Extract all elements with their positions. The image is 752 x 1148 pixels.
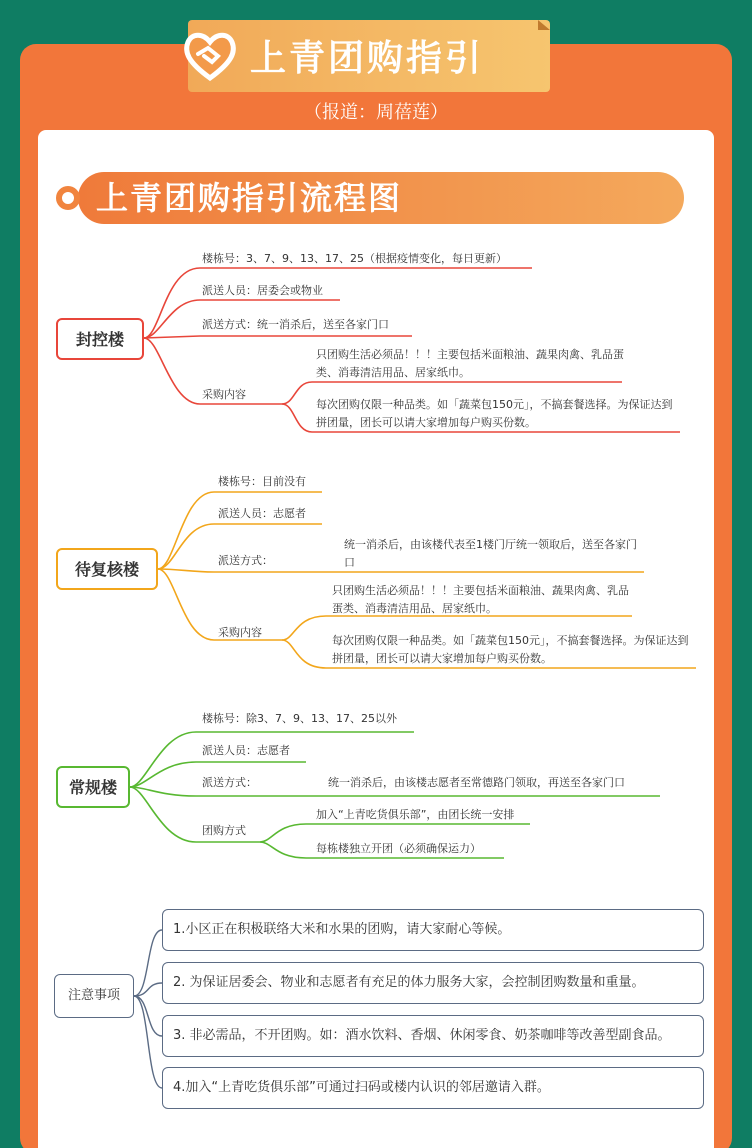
section-title: 上青团购指引流程图 (96, 179, 403, 217)
branch1-purchase-content: 采购内容 (202, 388, 246, 401)
notes-lines (134, 930, 162, 1088)
branch2-purchase-content: 采购内容 (218, 626, 262, 639)
branch2-delivery-sub: 统一消杀后，由该楼代表至1楼门厅统一领取后，送至各家门口 (344, 538, 637, 569)
branch2-building-numbers: 楼栋号：目前没有 (218, 475, 306, 488)
branch3-group-sub-1: 加入“上青吃货俱乐部”，由团长统一安排 (316, 808, 515, 821)
note-item-1: 1.小区正在积极联络大米和水果的团购，请大家耐心等候。 (162, 909, 704, 951)
note-item-2: 2. 为保证居委会、物业和志愿者有充足的体力服务大家，会控制团购数量和重量。 (162, 962, 704, 1004)
branch3-delivery-method: 派送方式： (202, 776, 257, 789)
branch3-delivery-staff: 派送人员：志愿者 (202, 744, 290, 757)
branch3-delivery-sub: 统一消杀后，由该楼志愿者至常德路门领取，再送至各家门口 (328, 776, 625, 789)
branch1-delivery-method: 派送方式：统一消杀后，送至各家门口 (202, 318, 389, 331)
branch1-delivery-staff: 派送人员：居委会或物业 (202, 284, 323, 297)
branch2-delivery-staff: 派送人员：志愿者 (218, 507, 306, 520)
branch2-delivery-method: 派送方式： (218, 554, 273, 567)
branch1-building-numbers: 楼栋号：3、7、9、13、17、25（根据疫情变化，每日更新） (202, 252, 507, 265)
branch1-purchase-sub-1: 只团购生活必须品！！！主要包括米面粮油、蔬果肉禽、乳品蛋类、消毒清洁用品、居家纸巾。 (316, 348, 624, 379)
note-item-3: 3. 非必需品，不开团购。如：酒水饮料、香烟、休闲零食、奶茶咖啡等改善型副食品。 (162, 1015, 704, 1057)
branch2-purchase-sub-1: 只团购生活必须品！！！主要包括米面粮油、蔬果肉禽、乳品蛋类、消毒清洁用品、居家纸巾。 (332, 584, 629, 615)
byline: （报道：周蓓莲） (304, 102, 448, 123)
branch-node-pending-review: 待复核楼 (56, 548, 158, 590)
branch3-group-buy-method: 团购方式 (202, 824, 246, 837)
notes-label: 注意事项 (54, 974, 134, 1018)
branch1-purchase-sub-2: 每次团购仅限一种品类。如「蔬菜包150元」，不搞套餐选择。为保证达到拼团量，团长可以请大家增加每户购买份数。 (316, 398, 673, 429)
note-item-4: 4.加入“上青吃货俱乐部”可通过扫码或楼内认识的邻居邀请入群。 (162, 1067, 704, 1109)
branch-node-regular: 常规楼 (56, 766, 130, 808)
branch3-group-sub-2: 每栋楼独立开团（必须确保运力） (316, 842, 481, 855)
main-title: 上青团购指引 (250, 38, 485, 79)
branch2-purchase-sub-2: 每次团购仅限一种品类。如「蔬菜包150元」，不搞套餐选择。为保证达到拼团量，团长可以请大家增加每户购买份数。 (332, 634, 689, 665)
branch3-building-numbers: 楼栋号：除3、7、9、13、17、25以外 (202, 712, 397, 725)
branch-node-lockdown: 封控楼 (56, 318, 144, 360)
